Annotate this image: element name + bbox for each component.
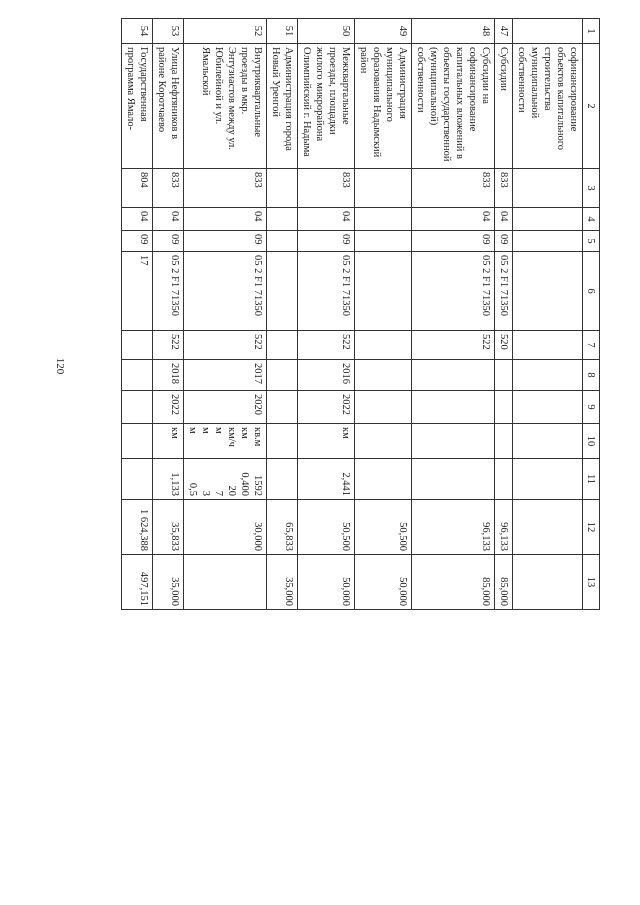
- column-header: 2: [583, 44, 600, 169]
- table-cell: [412, 459, 495, 500]
- table-cell: 47: [495, 19, 513, 44]
- table-cell: 497,151: [122, 555, 153, 610]
- column-header: 1: [583, 19, 600, 44]
- table-cell: 09: [153, 231, 184, 252]
- table-row: [267, 19, 298, 610]
- table-cell: [355, 169, 412, 208]
- row-name-cell: Государственная программа Ямало-: [122, 44, 153, 169]
- table-cell: [267, 252, 298, 331]
- table-cell: [355, 252, 412, 331]
- table-cell: [355, 231, 412, 252]
- table-cell: [267, 459, 298, 500]
- table-cell: кв.м км км/ч м м м: [184, 424, 267, 459]
- table-row: [412, 19, 495, 610]
- table-row: [122, 19, 153, 610]
- table-cell: 54: [122, 19, 153, 44]
- page-number: 120: [54, 357, 66, 375]
- table-cell: 04: [153, 208, 184, 231]
- row-name-cell: Внутриквартальные проезды в мкр. Энтузиастов между ул. Юбилейной и ул. Ямальской: [184, 44, 267, 169]
- table-cell: 2022: [298, 391, 355, 424]
- table-cell: 2016: [298, 360, 355, 391]
- budget-table: [121, 18, 600, 610]
- table-cell: 05 2 F1 71350: [153, 252, 184, 331]
- row-name-cell: софинансирование объектов капитального строительства муниципальной собственности: [513, 44, 583, 169]
- table-cell: 522: [153, 331, 184, 360]
- table-cell: [412, 360, 495, 391]
- table-cell: 04: [298, 208, 355, 231]
- table-cell: 49: [355, 19, 412, 44]
- table-cell: 2017: [184, 360, 267, 391]
- table-cell: 04: [122, 208, 153, 231]
- table-cell: 30,000: [184, 500, 267, 555]
- table-cell: 35,000: [267, 555, 298, 610]
- table-cell: 04: [495, 208, 513, 231]
- table-cell: 522: [298, 331, 355, 360]
- table-cell: 09: [122, 231, 153, 252]
- row-name-cell: Администрация города Новый Уренгой: [267, 44, 298, 169]
- table-cell: 04: [412, 208, 495, 231]
- table-cell: [495, 360, 513, 391]
- table-cell: 1 624,388: [122, 500, 153, 555]
- table-cell: 2020: [184, 391, 267, 424]
- rotated-table-frame: [90, 18, 600, 798]
- column-header: 5: [583, 231, 600, 252]
- table-cell: 50,000: [298, 555, 355, 610]
- table-cell: [267, 208, 298, 231]
- table-cell: [513, 500, 583, 555]
- table-cell: 09: [184, 231, 267, 252]
- header-row: [583, 19, 600, 610]
- table-cell: 53: [153, 19, 184, 44]
- table-cell: 804: [122, 169, 153, 208]
- column-header: 8: [583, 360, 600, 391]
- table-cell: [184, 555, 267, 610]
- table-cell: [122, 391, 153, 424]
- table-cell: км: [298, 424, 355, 459]
- row-name-cell: Межквартальные проезды, площадки жилого микрорайона Олимпийский г. Надыма: [298, 44, 355, 169]
- table-cell: [513, 208, 583, 231]
- table-row: [298, 19, 355, 610]
- table-cell: [122, 459, 153, 500]
- table-cell: [495, 424, 513, 459]
- table-row: [153, 19, 184, 610]
- table-cell: [355, 459, 412, 500]
- table-cell: 85,000: [412, 555, 495, 610]
- table-cell: [267, 331, 298, 360]
- table-cell: 09: [298, 231, 355, 252]
- table-row: [495, 19, 513, 610]
- table-cell: 05 2 F1 71350: [298, 252, 355, 331]
- table-cell: 96,133: [412, 500, 495, 555]
- table-cell: 04: [184, 208, 267, 231]
- table-cell: 35,000: [153, 555, 184, 610]
- column-header: 7: [583, 331, 600, 360]
- table-cell: [513, 231, 583, 252]
- table-cell: [122, 424, 153, 459]
- row-name-cell: Улица Нефтяников в районе Коротчаево: [153, 44, 184, 169]
- table-cell: [513, 459, 583, 500]
- table-cell: [267, 360, 298, 391]
- table-cell: 05 2 F1 71350: [412, 252, 495, 331]
- column-header: 6: [583, 252, 600, 331]
- column-header: 13: [583, 555, 600, 610]
- table-cell: 2022: [153, 391, 184, 424]
- table-cell: 2,441: [298, 459, 355, 500]
- table-cell: [355, 424, 412, 459]
- table-cell: 833: [412, 169, 495, 208]
- table-cell: 09: [412, 231, 495, 252]
- table-cell: км: [153, 424, 184, 459]
- column-header: 4: [583, 208, 600, 231]
- table-cell: [122, 360, 153, 391]
- table-cell: 833: [298, 169, 355, 208]
- table-cell: 833: [495, 169, 513, 208]
- table-cell: 833: [184, 169, 267, 208]
- table-cell: [513, 169, 583, 208]
- table-row: [513, 19, 583, 610]
- table-cell: 96,133: [495, 500, 513, 555]
- column-header: 9: [583, 391, 600, 424]
- table-cell: 50,000: [355, 555, 412, 610]
- table-cell: 1,133: [153, 459, 184, 500]
- table-cell: 48: [412, 19, 495, 44]
- column-header: 11: [583, 459, 600, 500]
- table-cell: 85,000: [495, 555, 513, 610]
- table-cell: [513, 424, 583, 459]
- table-cell: [513, 391, 583, 424]
- table-cell: [267, 391, 298, 424]
- table-cell: [267, 424, 298, 459]
- table-row: [184, 19, 267, 610]
- table-cell: 52: [184, 19, 267, 44]
- table-cell: [412, 424, 495, 459]
- table-cell: 65,833: [267, 500, 298, 555]
- table-cell: [355, 360, 412, 391]
- table-cell: 09: [495, 231, 513, 252]
- table-cell: 05 2 F1 71350: [184, 252, 267, 331]
- table-cell: [495, 459, 513, 500]
- table-cell: [122, 331, 153, 360]
- table-cell: [513, 252, 583, 331]
- table-cell: 2018: [153, 360, 184, 391]
- table-row: [355, 19, 412, 610]
- table-cell: 1592 0,400 20 7 3 0,5: [184, 459, 267, 500]
- table-cell: 522: [412, 331, 495, 360]
- table-cell: [495, 391, 513, 424]
- table-cell: [412, 391, 495, 424]
- table-cell: 35,833: [153, 500, 184, 555]
- table-cell: 50: [298, 19, 355, 44]
- table-cell: [267, 169, 298, 208]
- table-body: [122, 19, 583, 610]
- row-name-cell: Субсидии на софинансирование капитальных вложений в объекты государственной (муниципальной) собственности: [412, 44, 495, 169]
- table-cell: [513, 331, 583, 360]
- table-cell: 51: [267, 19, 298, 44]
- row-name-cell: Администрация муниципального образования Надымский район: [355, 44, 412, 169]
- table-cell: 520: [495, 331, 513, 360]
- column-header: 12: [583, 500, 600, 555]
- table-cell: [513, 360, 583, 391]
- table-cell: 17: [122, 252, 153, 331]
- column-header: 3: [583, 169, 600, 208]
- table-cell: [355, 208, 412, 231]
- table-cell: 50,500: [298, 500, 355, 555]
- table-cell: 50,500: [355, 500, 412, 555]
- table-cell: 522: [184, 331, 267, 360]
- table-cell: 05 2 F1 71350: [495, 252, 513, 331]
- column-header: 10: [583, 424, 600, 459]
- table-cell: [513, 555, 583, 610]
- table-cell: [513, 19, 583, 44]
- table-cell: [267, 231, 298, 252]
- table-cell: [355, 331, 412, 360]
- table-cell: 833: [153, 169, 184, 208]
- table-cell: [355, 391, 412, 424]
- row-name-cell: Субсидии: [495, 44, 513, 169]
